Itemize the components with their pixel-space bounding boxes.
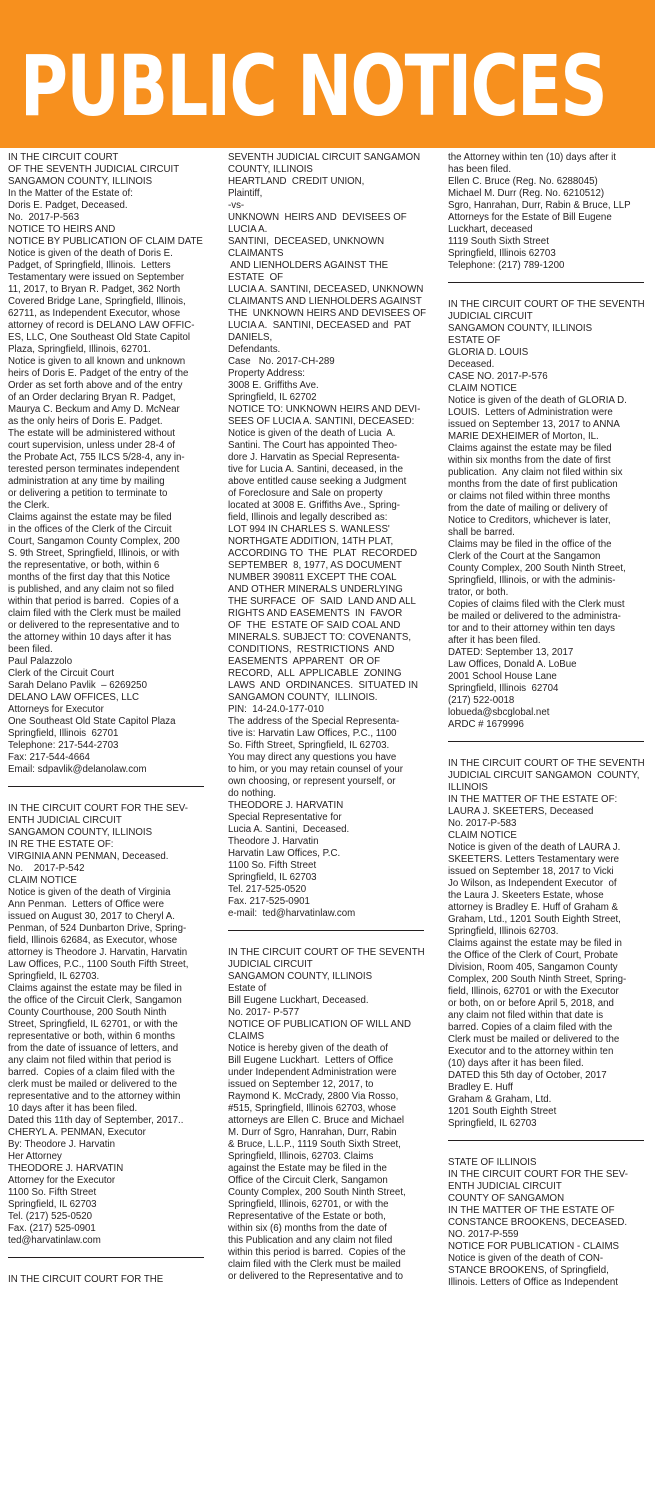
- notice-line: e-mail: ted@harvatinlaw.com: [228, 908, 356, 919]
- notice-line: Estate of: [228, 983, 267, 994]
- notice-line: By: Theodore J. Harvatin: [8, 1139, 115, 1150]
- notice-line: SEES OF LUCIA A. SANTINI, DECEASED:: [228, 416, 415, 427]
- notice-line: ENTH JUDICIAL CIRCUIT: [448, 1181, 562, 1192]
- notice-line: Sarah Delano Pavlik – 6269250: [8, 680, 147, 691]
- notice-line: -vs-: [228, 200, 245, 211]
- notice-line: Street, Springfield, IL 62701, or with the: [8, 1019, 178, 1030]
- notice-line: IN THE CIRCUIT COURT FOR THE SEV-: [8, 803, 188, 814]
- notice-line: Paul Palazzolo: [8, 656, 73, 667]
- notice-line: NO. 2017-P-559: [448, 1229, 519, 1240]
- notice-line: (217) 522-0018: [448, 695, 515, 706]
- notice-line: from the date of issuance of letters, and: [8, 1043, 179, 1054]
- notice-line: attorneys are Ellen C. Bruce and Michael: [228, 1115, 405, 1126]
- notice-line: Springfield, IL 62702: [228, 392, 317, 403]
- notice-line: M. Durr of Sgro, Hanrahan, Durr, Rabin: [228, 1127, 397, 1138]
- notice-line: tor and to their attorney within ten days: [448, 623, 615, 634]
- notice-line: tive for Lucia A. Santini, deceased, in the: [228, 464, 404, 475]
- notice-line: months from the date of first publication: [448, 479, 618, 490]
- notice-line: tive is: Harvatin Law Offices, P.C., 1100: [228, 728, 397, 739]
- notice-line: own choosing, or represent yourself, or: [228, 776, 396, 787]
- notice-line: Springfield, Illinois 62703.: [448, 926, 559, 937]
- notice-line: You may direct any questions you have: [228, 752, 397, 763]
- notice-line: to him, or you may retain counsel of your: [228, 764, 403, 775]
- notice-line: Notice to Creditors, whichever is later,: [448, 515, 611, 526]
- notice-line: the office of the Circuit Clerk, Sangamon: [8, 995, 182, 1006]
- notice-line: MARIE DEXHEIMER of Morton, IL.: [448, 431, 599, 442]
- notice-line: EASEMENTS APPARENT OR OF: [228, 656, 380, 667]
- notice-line: Notice is given to all known and unknown: [8, 356, 186, 367]
- column-1: [8, 152, 206, 1510]
- notice-divider: [448, 282, 644, 283]
- notice-line: IN THE CIRCUIT COURT: [8, 152, 119, 163]
- notice-line: OF THE SEVENTH JUDICIAL CIRCUIT: [8, 164, 180, 175]
- notice-line: County Complex, 200 South Ninth Street,: [448, 563, 626, 574]
- notice-line: Clerk of the Circuit Court: [8, 668, 115, 679]
- notice-line: Testamentary were issued on September: [8, 272, 185, 283]
- notice-line: CHERYL A. PENMAN, Executor: [8, 1127, 146, 1138]
- notice-line: Springfield, Illinois, 62701, or with the: [228, 1199, 389, 1210]
- notice-line: representative and to the attorney within: [8, 1091, 181, 1102]
- notice-line: within six months from the date of first: [448, 455, 611, 466]
- legal-notice: [228, 152, 426, 920]
- notice-line: Graham, Ltd., 1201 South Eighth Street,: [448, 914, 621, 925]
- notice-line: Tel. 217-525-0520: [228, 884, 307, 895]
- notice-line: issued on September 13, 2017 to ANNA: [448, 419, 620, 430]
- notice-line: after it has been filed.: [448, 635, 541, 646]
- notice-line: field, Illinois and legally described as:: [228, 512, 388, 523]
- notice-line: Springfield, Illinois 62703: [448, 248, 556, 259]
- notice-line: CLAIMANTS: [228, 248, 284, 259]
- notice-line: Plaintiff,: [228, 188, 263, 199]
- column-3: [448, 152, 646, 1510]
- legal-notice: [8, 152, 206, 776]
- header-banner: [0, 0, 655, 148]
- notice-line: DELANO LAW OFFICES, LLC: [8, 692, 139, 703]
- notice-line: issued on September 18, 2017 to Vicki: [448, 866, 614, 877]
- notice-line: SANGAMON COUNTY, ILLINOIS: [8, 176, 153, 187]
- notice-line: THE SURFACE OF SAID LAND AND ALL: [228, 596, 416, 607]
- notice-line: field, Illinois, 62701 or with the Executor: [448, 986, 619, 997]
- notice-line: above entitled cause seeking a Judgment: [228, 476, 407, 487]
- notice-line: Claims against the estate may be filed: [448, 443, 612, 454]
- notice-line: Attorneys for Executor: [8, 704, 104, 715]
- notice-line: terested person terminates independent: [8, 464, 180, 475]
- notice-line: the Clerk.: [8, 500, 50, 511]
- notice-line: LUCIA A. SANTINI, DECEASED and PAT: [228, 320, 412, 331]
- column-2: [228, 152, 426, 1510]
- notice-line: IN THE CIRCUIT COURT OF THE SEVENTH: [448, 299, 645, 310]
- notice-line: Attorneys for the Estate of Bill Eugene: [448, 212, 612, 223]
- notice-line: any claim not filed within that period is: [8, 1055, 172, 1066]
- notice-line: Bill Eugene Luckhart, Deceased.: [228, 995, 369, 1006]
- notice-line: GLORIA D. LOUIS: [448, 347, 529, 358]
- notice-line: The address of the Special Representa-: [228, 716, 400, 727]
- notice-line: CLAIM NOTICE: [448, 383, 517, 394]
- notice-line: CONSTANCE BROOKENS, DECEASED.: [448, 1217, 628, 1228]
- notice-line: attorney is Theodore J. Harvatin, Harvatin: [8, 947, 188, 958]
- notice-line: ACCORDING TO THE PLAT RECORDED: [228, 548, 418, 559]
- notice-line: or claims not filed within three months: [448, 491, 611, 502]
- notice-divider: [8, 786, 204, 787]
- notice-line: IN THE MATTER OF THE ESTATE OF: [448, 1205, 615, 1216]
- notice-line: do nothing.: [228, 788, 276, 799]
- notice-line: Complex, 200 South Ninth Street, Spring-: [448, 974, 627, 985]
- notice-line: of Foreclosure and Sale on property: [228, 488, 383, 499]
- notice-line: ted@harvatinlaw.com: [8, 1235, 101, 1246]
- notice-line: THEODORE J. HARVATIN: [8, 1163, 124, 1174]
- notice-line: Covered Bridge Lane, Springfield, Illinois,: [8, 296, 186, 307]
- notice-line: Clerk must be mailed or delivered to the: [448, 1034, 620, 1045]
- notice-line: the Laura J. Skeeters Estate, whose: [448, 890, 604, 901]
- notice-line: PIN: 14-24.0-177-010: [228, 704, 324, 715]
- notice-line: NOTICE BY PUBLICATION OF CLAIM DATE: [8, 236, 203, 247]
- notice-line: Fax. 217-525-0901: [228, 896, 310, 907]
- notice-line: Court, Sangamon County Complex, 200: [8, 536, 180, 547]
- notice-line: Springfield, Illinois, or with the adminis-: [448, 575, 616, 586]
- notice-line: Office of the Circuit Clerk, Sangamon: [228, 1175, 388, 1186]
- notice-line: Case No. 2017-CH-289: [228, 356, 335, 367]
- notice-line: DANIELS,: [228, 332, 273, 343]
- notice-line: Sgro, Hanrahan, Durr, Rabin & Bruce, LLP: [448, 200, 631, 211]
- notice-line: CLAIMANTS AND LIENHOLDERS AGAINST: [228, 296, 422, 307]
- notice-line: court supervision, unless under 28-4 of: [8, 440, 175, 451]
- notice-line: ESTATE OF: [228, 272, 284, 283]
- notice-line: claim filed with the Clerk must be mailed: [228, 1259, 401, 1270]
- notice-line: field, Illinois 62684, as Executor, whose: [8, 935, 178, 946]
- notice-line: 1100 So. Fifth Street: [228, 860, 317, 871]
- notice-line: administration at any time by mailing: [8, 476, 165, 487]
- notice-line: Ellen C. Bruce (Reg. No. 6288045): [448, 176, 598, 187]
- notice-line: Springfield, IL 62703: [228, 872, 317, 883]
- notice-line: CLAIMS: [228, 1031, 265, 1042]
- notice-line: COUNTY OF SANGAMON: [448, 1193, 565, 1204]
- notice-line: JUDICIAL CIRCUIT SANGAMON COUNTY,: [448, 770, 640, 781]
- notice-line: CONDITIONS, RESTRICTIONS AND: [228, 644, 395, 655]
- notice-line: LOT 994 IN CHARLES S. WANLESS': [228, 524, 390, 535]
- notices-columns: [0, 152, 655, 1510]
- notice-line: Maurya C. Beckum and Amy D. McNear: [8, 404, 180, 415]
- notice-line: No. 2017-P-583: [448, 818, 517, 829]
- notice-line: 1201 South Eighth Street: [448, 1106, 557, 1117]
- notice-line: the representative, or both, within 6: [8, 560, 160, 571]
- notice-line: the Attorney within ten (10) days after it: [448, 152, 617, 163]
- notice-line: Theodore J. Harvatin: [228, 836, 319, 847]
- notice-line: IN RE THE ESTATE OF:: [8, 839, 114, 850]
- notice-line: or delivered to the Representative and to: [228, 1271, 404, 1282]
- notice-line: CLAIM NOTICE: [448, 830, 517, 841]
- notice-line: Her Attorney: [8, 1151, 62, 1162]
- notice-line: ILLINOIS: [448, 782, 488, 793]
- notice-line: 62711, as Independent Executor, whose: [8, 308, 181, 319]
- notice-line: In the Matter of the Estate of:: [8, 188, 133, 199]
- notice-line: One Southeast Old State Capitol Plaza: [8, 716, 176, 727]
- notice-line: or delivering a petition to terminate to: [8, 488, 168, 499]
- notice-line: the Office of the Clerk of Court, Probate: [448, 950, 618, 961]
- notice-line: Email: sdpavlik@delanolaw.com: [8, 764, 147, 775]
- notice-line: DATED this 5th day of October, 2017: [448, 1070, 607, 1081]
- notice-line: barred. Copies of a claim filed with the: [448, 1022, 613, 1033]
- notice-line: 2001 School House Lane: [448, 671, 557, 682]
- notice-line: Notice is given of the death of Doris E.: [8, 248, 173, 259]
- notice-line: SANGAMON COUNTY, ILLINOIS.: [228, 692, 378, 703]
- notice-line: has been filed.: [448, 164, 512, 175]
- notice-line: AND LIENHOLDERS AGAINST THE: [228, 260, 389, 271]
- notice-line: Order as set forth above and of the entry: [8, 380, 183, 391]
- notice-line: trator, or both.: [448, 587, 509, 598]
- notice-line: in the offices of the Clerk of the Circuit: [8, 524, 172, 535]
- notice-line: Bill Eugene Luckhart. Letters of Office: [228, 1055, 394, 1066]
- notice-line: publication. Any claim not filed within six: [448, 467, 623, 478]
- notice-line: NOTICE FOR PUBLICATION - CLAIMS: [448, 1241, 619, 1252]
- notice-line: Ann Penman. Letters of Office were: [8, 899, 164, 910]
- notice-divider: [228, 930, 424, 931]
- notice-line: NOTICE TO HEIRS AND: [8, 224, 116, 235]
- notice-line: Michael M. Durr (Reg. No. 6210512): [448, 188, 605, 199]
- notice-line: located at 3008 E. Griffiths Ave., Spring-: [228, 500, 400, 511]
- notice-line: or both, on or before April 5, 2018, and: [448, 998, 614, 1009]
- notice-line: Law Offices, P.C., 1100 South Fifth Street,: [8, 959, 189, 970]
- notice-line: Lucia A. Santini, Deceased.: [228, 824, 350, 835]
- notice-line: Notice is given of the death of CON-: [448, 1253, 604, 1264]
- notice-line: months of the first day that this Notice: [8, 572, 171, 583]
- notice-line: Notice is given of the death of Virginia: [8, 887, 171, 898]
- notice-divider: [448, 741, 644, 742]
- notice-line: Tel. (217) 525-0520: [8, 1211, 93, 1222]
- notice-line: HEARTLAND CREDIT UNION,: [228, 176, 365, 187]
- notice-line: representative or both, within 6 months: [8, 1031, 175, 1042]
- notice-line: No. 2017-P-563: [8, 212, 80, 223]
- notice-line: Bradley E. Huff: [448, 1082, 513, 1093]
- notice-line: within six (6) months from the date of: [228, 1223, 387, 1234]
- notice-line: IN THE CIRCUIT COURT FOR THE SEV-: [448, 1169, 628, 1180]
- notice-line: Copies of claims filed with the Clerk must: [448, 599, 625, 610]
- notice-line: is published, and any claim not so filed: [8, 584, 174, 595]
- notice-line: Attorney for the Executor: [8, 1175, 116, 1186]
- notice-line: IN THE CIRCUIT COURT OF THE SEVENTH: [448, 758, 645, 769]
- notice-line: issued on August 30, 2017 to Cheryl A.: [8, 911, 175, 922]
- notice-line: Springfield, IL 62703.: [8, 971, 100, 982]
- notice-line: Jo Wilson, as Independent Executor of: [448, 878, 617, 889]
- notice-line: County Courthouse, 200 South Ninth: [8, 1007, 167, 1018]
- legal-notice: [8, 1274, 206, 1286]
- legal-notice: [448, 758, 646, 1130]
- notice-line: Raymond K. McCrady, 2800 Via Rosso,: [228, 1091, 399, 1102]
- notice-line: attorney of record is DELANO LAW OFFIC-: [8, 320, 195, 331]
- notice-line: Springfield, Illinois 62704: [448, 683, 559, 694]
- notice-line: LAURA J. SKEETERS, Deceased: [448, 806, 594, 817]
- notice-line: within that period is barred. Copies of a: [8, 596, 179, 607]
- notice-line: The estate will be administered without: [8, 428, 175, 439]
- notice-line: SANGAMON COUNTY, ILLINOIS: [448, 323, 593, 334]
- notice-line: Harvatin Law Offices, P.C.: [228, 848, 341, 859]
- notice-line: COUNTY, ILLINOIS: [228, 164, 313, 175]
- notice-line: shall be barred.: [448, 527, 515, 538]
- notice-line: THEODORE J. HARVATIN: [228, 800, 344, 811]
- notice-divider: [448, 1140, 644, 1141]
- notice-line: Springfield, Illinois 62701: [8, 728, 119, 739]
- notice-line: Notice is hereby given of the death of: [228, 1043, 388, 1054]
- legal-notice: [8, 803, 206, 1247]
- notice-line: Law Offices, Donald A. LoBue: [448, 659, 577, 670]
- notice-line: Deceased.: [448, 359, 495, 370]
- notice-line: NUMBER 390811 EXCEPT THE COAL: [228, 572, 397, 583]
- notice-line: this Publication and any claim not filed: [228, 1235, 393, 1246]
- notice-line: County Complex, 200 South Ninth Street,: [228, 1187, 406, 1198]
- notice-line: SEPTEMBER 8, 1977, AS DOCUMENT: [228, 560, 402, 571]
- notice-line: 11, 2017, to Bryan R. Padget, 362 North: [8, 284, 181, 295]
- page-title: PUBLIC NOTICES: [20, 37, 606, 135]
- notice-line: IN THE MATTER OF THE ESTATE OF:: [448, 794, 618, 805]
- notice-line: Clerk of the Court at the Sangamon: [448, 551, 601, 562]
- notice-line: UNKNOWN HEIRS AND DEVISEES OF: [228, 212, 407, 223]
- notice-line: Claims may be filed in the office of the: [448, 539, 612, 550]
- notice-line: the Probate Act, 755 ILCS 5/28-4, any in-: [8, 452, 185, 463]
- notice-line: dore J. Harvatin as Special Representa-: [228, 452, 400, 463]
- notice-line: NORTHGATE ADDITION, 14TH PLAT,: [228, 536, 394, 547]
- notice-line: SANGAMON COUNTY, ILLINOIS: [228, 971, 373, 982]
- notice-line: JUDICIAL CIRCUIT: [228, 959, 313, 970]
- notice-line: barred. Copies of a claim filed with the: [8, 1067, 175, 1078]
- notice-line: Luckhart, deceased: [448, 224, 533, 235]
- notice-line: 10 days after it has been filed.: [8, 1103, 138, 1114]
- notice-line: Springfield, IL 62703: [8, 1199, 97, 1210]
- notice-line: LAWS AND ORDINANCES. SITUATED IN: [228, 680, 419, 691]
- notice-line: claim filed with the Clerk must be mailed: [8, 608, 181, 619]
- notice-line: OF THE ESTATE OF SAID COAL AND: [228, 620, 401, 631]
- notice-line: Defendants.: [228, 344, 281, 355]
- notice-line: lobueda@sbcglobal.net: [448, 707, 550, 718]
- notice-line: #515, Springfield, Illinois 62703, whose: [228, 1103, 397, 1114]
- notice-line: Doris E. Padget, Deceased.: [8, 200, 128, 211]
- notice-line: SANGAMON COUNTY, ILLINOIS: [8, 827, 153, 838]
- notice-line: NOTICE OF PUBLICATION OF WILL AND: [228, 1019, 412, 1030]
- notice-line: Special Representative for: [228, 812, 342, 823]
- notice-line: LUCIA A. SANTINI, DECEASED, UNKNOWN: [228, 284, 424, 295]
- notice-line: Plaza, Springfield, Illinois, 62701.: [8, 344, 151, 355]
- notice-line: Claims against the estate may be filed in: [448, 938, 622, 949]
- notice-line: Graham & Graham, Ltd.: [448, 1094, 552, 1105]
- notice-divider: [8, 1257, 204, 1258]
- notice-line: Padget, of Springfield, Illinois. Letters: [8, 260, 171, 271]
- notice-line: Representative of the Estate or both,: [228, 1211, 386, 1222]
- notice-line: Springfield, Illinois, 62703. Claims: [228, 1151, 374, 1162]
- notice-line: the attorney within 10 days after it has: [8, 632, 172, 643]
- legal-notice: [448, 1157, 646, 1289]
- notice-line: Illinois. Letters of Office as Independent: [448, 1277, 618, 1288]
- notice-line: JUDICIAL CIRCUIT: [448, 311, 533, 322]
- notice-line: STATE OF ILLINOIS: [448, 1157, 537, 1168]
- notice-line: Claims against the estate may be filed: [8, 512, 172, 523]
- notice-line: Santini. The Court has appointed Theo-: [228, 440, 398, 451]
- notice-line: Division, Room 405, Sangamon County: [448, 962, 618, 973]
- legal-notice: [448, 152, 646, 272]
- notice-line: Springfield, IL 62703: [448, 1118, 537, 1129]
- notice-line: 3008 E. Griffiths Ave.: [228, 380, 319, 391]
- notice-line: been filed.: [8, 644, 53, 655]
- notice-line: Claims against the estate may be filed in: [8, 983, 182, 994]
- notice-line: ESTATE OF: [448, 335, 501, 346]
- notice-line: CLAIM NOTICE: [8, 875, 77, 886]
- notice-line: or delivered to the representative and to: [8, 620, 180, 631]
- notice-line: No. 2017- P-577: [228, 1007, 300, 1018]
- notice-line: heirs of Doris E. Padget of the entry of the: [8, 368, 189, 379]
- notice-line: 1100 So. Fifth Street: [8, 1187, 97, 1198]
- notice-line: of an Order declaring Bryan R. Padget,: [8, 392, 176, 403]
- notice-line: Telephone: (217) 789-1200: [448, 260, 565, 271]
- legal-notice: [448, 299, 646, 731]
- notice-line: SEVENTH JUDICIAL CIRCUIT SANGAMON: [228, 152, 421, 163]
- notice-line: Property Address:: [228, 368, 305, 379]
- notice-line: from the date of mailing or delivery of: [448, 503, 608, 514]
- legal-notice: [228, 947, 426, 1283]
- notice-line: AND OTHER MINERALS UNDERLYING: [228, 584, 403, 595]
- notice-line: Fax: 217-544-4664: [8, 752, 90, 763]
- notice-line: ES, LLC, One Southeast Old State Capitol: [8, 332, 191, 343]
- notice-line: issued on September 12, 2017, to: [228, 1079, 374, 1090]
- notice-line: No. 2017-P-542: [8, 863, 85, 874]
- notice-line: Dated this 11th day of September, 2017..: [8, 1115, 184, 1126]
- notice-line: Executor and to the attorney within ten: [448, 1046, 614, 1057]
- notice-line: (10) days after it has been filed.: [448, 1058, 584, 1069]
- notice-line: SKEETERS. Letters Testamentary were: [448, 854, 620, 865]
- notice-line: MINERALS. SUBJECT TO: COVENANTS,: [228, 632, 412, 643]
- notice-line: CASE NO. 2017-P-576: [448, 371, 548, 382]
- notice-line: against the Estate may be filed in the: [228, 1163, 387, 1174]
- notice-line: any claim not filed within that date is: [448, 1010, 604, 1021]
- notice-line: LUCIA A.: [228, 224, 268, 235]
- notice-line: VIRGINIA ANN PENMAN, Deceased.: [8, 851, 169, 862]
- notice-line: Fax. (217) 525-0901: [8, 1223, 96, 1234]
- notice-line: THE UNKNOWN HEIRS AND DEVISEES OF: [228, 308, 426, 319]
- notice-line: ARDC # 1679996: [448, 719, 524, 730]
- notice-line: NOTICE TO: UNKNOWN HEIRS AND DEVI-: [228, 404, 421, 415]
- notice-line: 1119 South Sixth Street: [448, 236, 549, 247]
- notice-line: Telephone: 217-544-2703: [8, 740, 119, 751]
- notice-line: S. 9th Street, Springfield, Illinois, or with: [8, 548, 180, 559]
- notice-line: within this period is barred. Copies of the: [228, 1247, 406, 1258]
- notice-line: LOUIS. Letters of Administration were: [448, 407, 613, 418]
- notice-line: & Bruce, L.L.P., 1119 South Sixth Street,: [228, 1139, 401, 1150]
- notice-line: So. Fifth Street, Springfield, IL 62703.: [228, 740, 390, 751]
- notice-line: ENTH JUDICIAL CIRCUIT: [8, 815, 122, 826]
- notice-line: IN THE CIRCUIT COURT FOR THE: [8, 1274, 164, 1285]
- notice-line: be mailed or delivered to the administra-: [448, 611, 621, 622]
- notice-line: SANTINI, DECEASED, UNKNOWN: [228, 236, 385, 247]
- notice-line: Notice is given of the death of GLORIA D.: [448, 395, 627, 406]
- notice-line: RIGHTS AND EASEMENTS IN FAVOR: [228, 608, 403, 619]
- notice-line: Notice is given of the death of Lucia A.: [228, 428, 396, 439]
- notice-line: clerk must be mailed or delivered to the: [8, 1079, 178, 1090]
- notice-line: RECORD, ALL APPLICABLE ZONING: [228, 668, 402, 679]
- notice-line: DATED: September 13, 2017: [448, 647, 574, 658]
- notice-line: as the only heirs of Doris E. Padget.: [8, 416, 163, 427]
- notice-line: Notice is given of the death of LAURA J.: [448, 842, 621, 853]
- notice-line: attorney is Bradley E. Huff of Graham &: [448, 902, 618, 913]
- notice-line: STANCE BROOKENS, of Springfield,: [448, 1265, 609, 1276]
- notice-line: Penman, of 524 Dunbarton Drive, Spring-: [8, 923, 187, 934]
- notice-line: under Independent Administration were: [228, 1067, 397, 1078]
- notice-line: IN THE CIRCUIT COURT OF THE SEVENTH: [228, 947, 425, 958]
